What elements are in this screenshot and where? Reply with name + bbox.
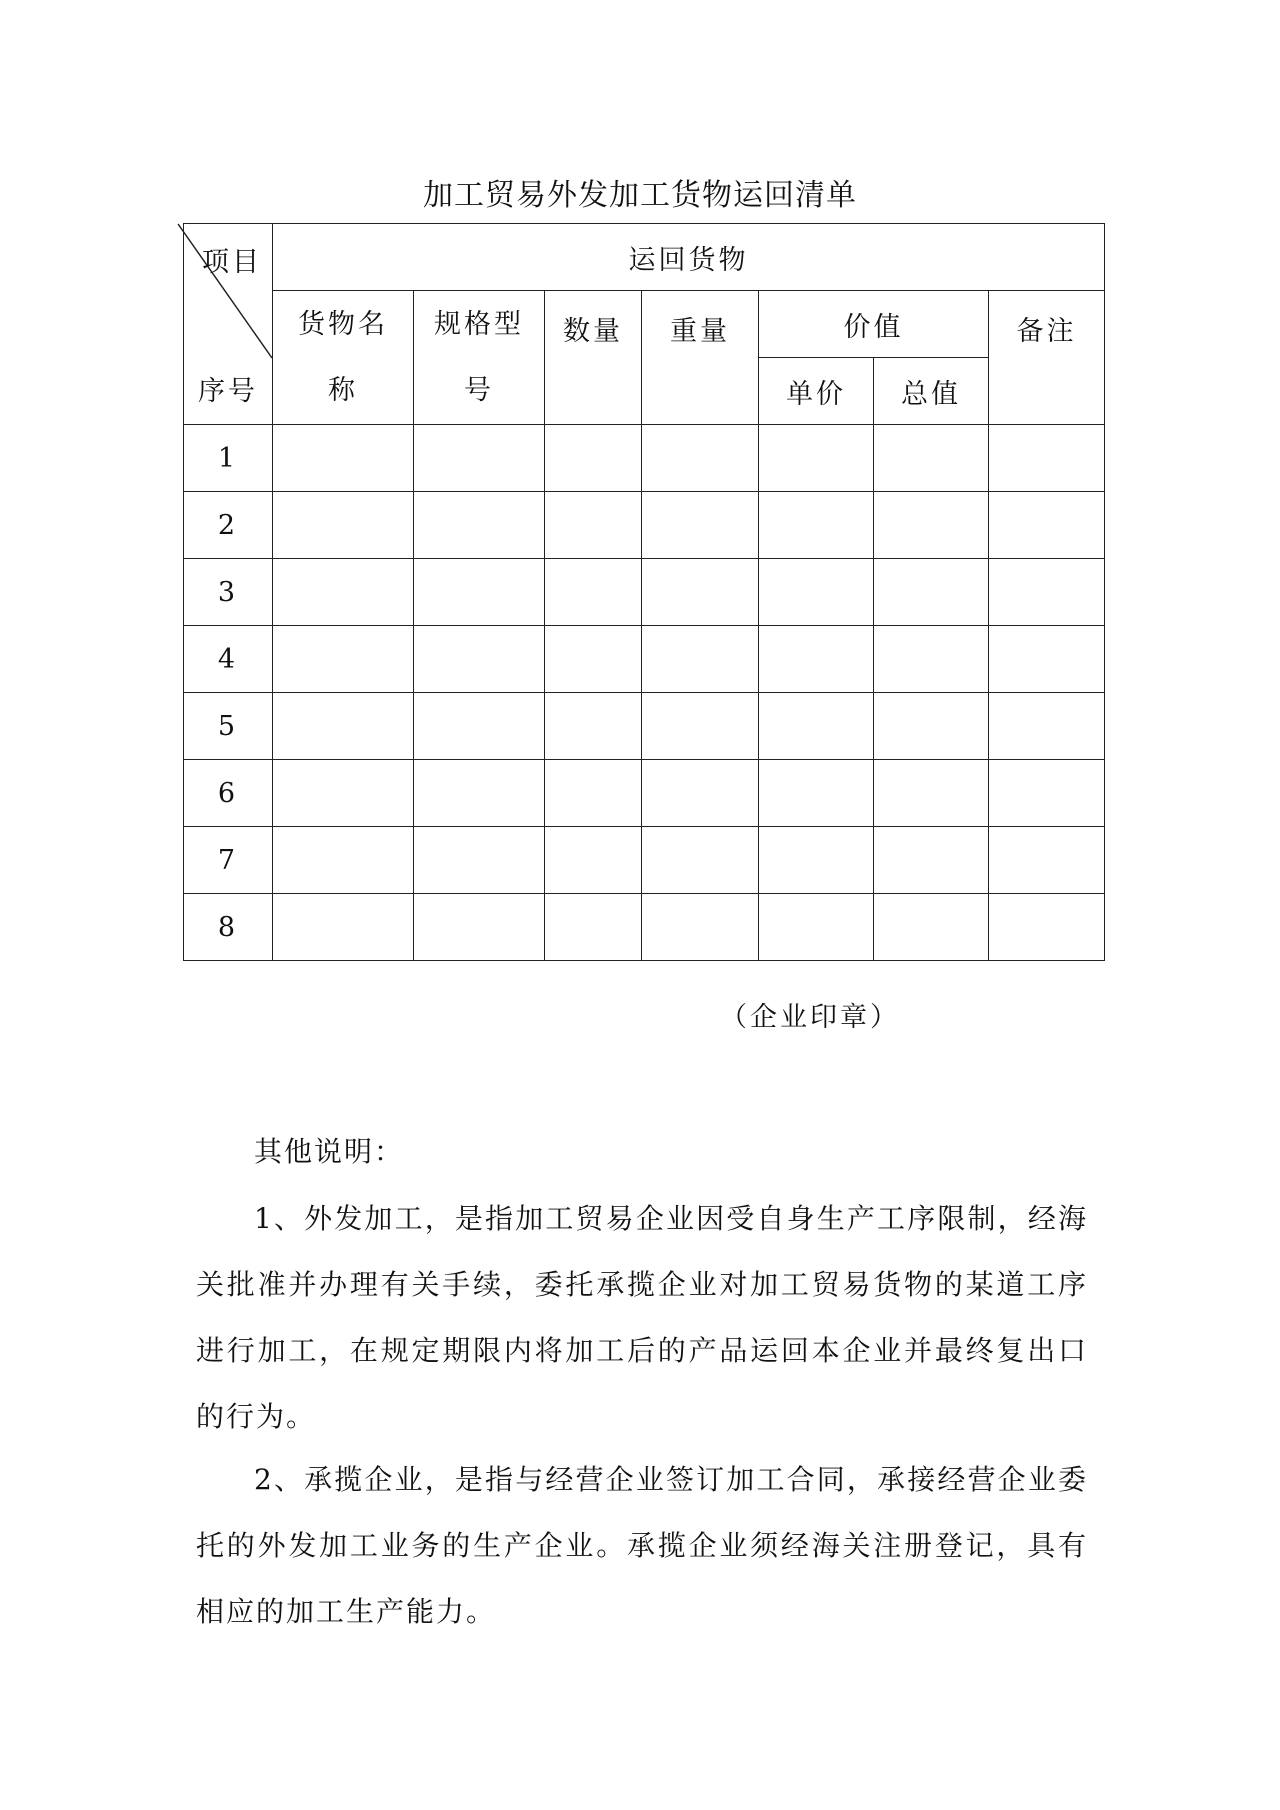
- blank-cell: [273, 760, 414, 827]
- blank-cell: [273, 626, 414, 693]
- table-row: [184, 693, 1105, 760]
- blank-cell: [414, 559, 545, 626]
- blank-cell: [989, 559, 1105, 626]
- blank-cell: [642, 559, 759, 626]
- table-row: [184, 559, 1105, 626]
- blank-cell: [874, 559, 989, 626]
- col-weight: 重量: [642, 291, 759, 425]
- blank-cell: [989, 492, 1105, 559]
- blank-cell: [545, 760, 642, 827]
- blank-cell: [642, 425, 759, 492]
- header-item-label: 项目: [202, 247, 262, 278]
- blank-cell: [642, 626, 759, 693]
- col-total-value: 总值: [874, 358, 989, 425]
- blank-cell: [989, 760, 1105, 827]
- row-number: 6: [184, 760, 273, 827]
- blank-cell: [759, 894, 874, 961]
- table-row: [184, 626, 1105, 693]
- note-item-1: 1、外发加工，是指加工贸易企业因受自身生产工序限制，经海关批准并办理有关手续，委托承揽企业对加工贸易货物的某道工序进行加工，在规定期限内将加工后的产品运回本企业并最终复出口的行为。: [196, 1202, 1088, 1433]
- col-remarks: 备注: [989, 291, 1105, 425]
- col-goods-name: 货物名 称: [273, 291, 414, 425]
- blank-cell: [874, 894, 989, 961]
- table-row: [184, 492, 1105, 559]
- notes-heading: 其他说明：: [254, 1135, 405, 1168]
- blank-cell: [642, 760, 759, 827]
- blank-cell: [759, 559, 874, 626]
- blank-cell: [759, 760, 874, 827]
- blank-cell: [989, 894, 1105, 961]
- blank-cell: [989, 693, 1105, 760]
- row-number: 1: [184, 425, 273, 492]
- group-header-return-goods: 运回货物: [273, 224, 1105, 291]
- blank-cell: [414, 760, 545, 827]
- blank-cell: [545, 693, 642, 760]
- blank-cell: [273, 559, 414, 626]
- blank-cell: [759, 492, 874, 559]
- blank-cell: [273, 894, 414, 961]
- blank-cell: [759, 827, 874, 894]
- blank-cell: [989, 626, 1105, 693]
- blank-cell: [545, 492, 642, 559]
- col-unit-price: 单价: [759, 358, 874, 425]
- table-row: [184, 827, 1105, 894]
- blank-cell: [545, 559, 642, 626]
- table-row: [184, 760, 1105, 827]
- blank-cell: [273, 425, 414, 492]
- col-value: 价值: [759, 291, 989, 358]
- col-quantity: 数量: [545, 291, 642, 425]
- blank-cell: [414, 894, 545, 961]
- blank-cell: [545, 894, 642, 961]
- return-goods-table: [183, 223, 1105, 961]
- blank-cell: [642, 492, 759, 559]
- blank-cell: [414, 626, 545, 693]
- blank-cell: [642, 693, 759, 760]
- row-number: 2: [184, 492, 273, 559]
- blank-cell: [273, 693, 414, 760]
- blank-cell: [759, 626, 874, 693]
- blank-cell: [642, 827, 759, 894]
- blank-cell: [545, 626, 642, 693]
- blank-cell: [874, 760, 989, 827]
- blank-cell: [874, 425, 989, 492]
- row-number: 7: [184, 827, 273, 894]
- table-row: [184, 425, 1105, 492]
- row-number: 3: [184, 559, 273, 626]
- header-seq-label: 序号: [198, 376, 258, 407]
- blank-cell: [759, 425, 874, 492]
- blank-cell: [414, 827, 545, 894]
- note-item-2: 2、承揽企业，是指与经营企业签订加工合同，承接经营企业委托的外发加工业务的生产企业。承揽企业须经海关注册登记，具有相应的加工生产能力。: [196, 1463, 1088, 1628]
- blank-cell: [545, 425, 642, 492]
- blank-cell: [874, 626, 989, 693]
- row-number: 8: [184, 894, 273, 961]
- col-spec-model: 规格型 号: [414, 291, 545, 425]
- blank-cell: [414, 492, 545, 559]
- blank-cell: [874, 492, 989, 559]
- blank-cell: [545, 827, 642, 894]
- blank-cell: [273, 827, 414, 894]
- row-number: 4: [184, 626, 273, 693]
- document-title: 加工贸易外发加工货物运回清单: [423, 178, 857, 213]
- blank-cell: [874, 693, 989, 760]
- row-number: 5: [184, 693, 273, 760]
- blank-cell: [273, 492, 414, 559]
- enterprise-seal-label: （企业印章）: [720, 1002, 900, 1033]
- blank-cell: [642, 894, 759, 961]
- blank-cell: [759, 693, 874, 760]
- table-row: [184, 894, 1105, 961]
- blank-cell: [414, 693, 545, 760]
- blank-cell: [989, 425, 1105, 492]
- blank-cell: [414, 425, 545, 492]
- blank-cell: [874, 827, 989, 894]
- diagonal-header-cell: [184, 224, 273, 425]
- blank-cell: [989, 827, 1105, 894]
